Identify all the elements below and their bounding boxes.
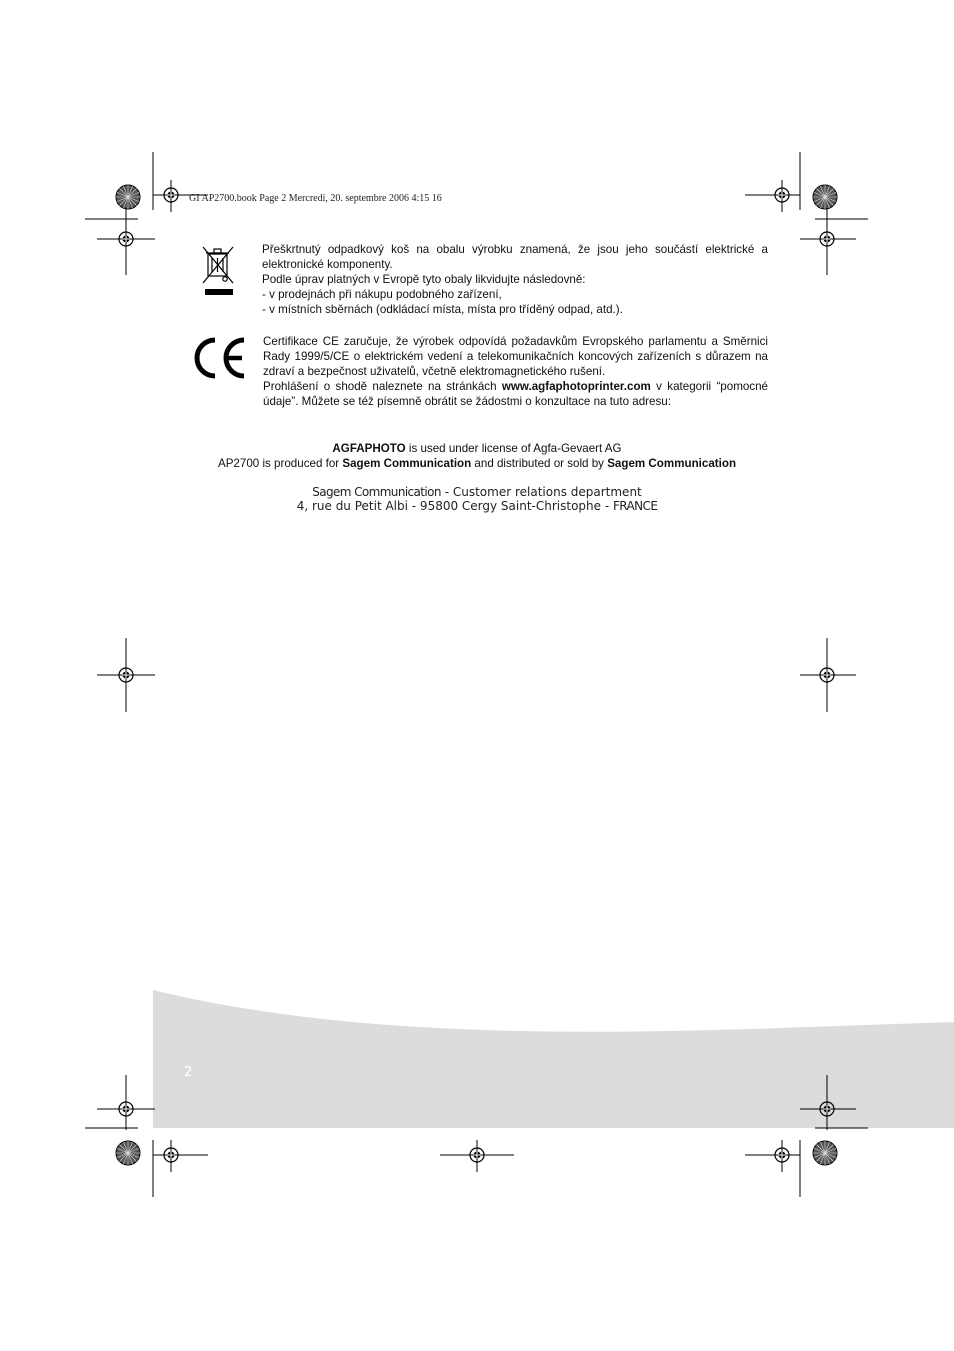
weee-line-4: - v místních sběrnách (odkládací místa, místa pro tříděný odpad, atd.). (262, 303, 623, 316)
weee-line-3: - v prodejnách při nákupu podobného zařízení, (262, 288, 502, 301)
ce-certification-text: Certifikace CE zaručuje, že výrobek odpovídá požadavkům Evropského parlamentu a Směrnici Rady 1999/5/CE o elektrickém vedení a telekomunikačních koncových zařízeních s důrazem na zdraví a bezpečnost uživatelů, včetně elektromagnetického rušení. (263, 335, 768, 378)
crossed-out-wheeled-bin-icon (199, 243, 239, 299)
weee-line-1: Přeškrtnutý odpadkový koš na obalu výrobku znamená, že jsou jeho součástí elektrické a elektronické komponenty. (262, 243, 768, 271)
ce-declaration-text: Prohlášení o shodě naleznete na stránkách www.agfaphotoprinter.com v kategorii “pomocné údaje”. Můžete se též písemně obrátit se žádostmi o konzultace na tuto adresu: (263, 380, 768, 408)
ce-mark-icon (192, 336, 248, 380)
website-link[interactable]: www.agfaphotoprinter.com (501, 380, 651, 393)
address-line-2: 4, rue du Petit Albi - 95800 Cergy Saint-Christophe - FRANCE (296, 499, 658, 513)
print-slug: GI AP2700.book Page 2 Mercredi, 20. septembre 2006 4:15 16 (189, 193, 442, 204)
ce-notice (263, 334, 768, 409)
weee-notice (262, 242, 768, 317)
license-notice (0, 441, 954, 471)
license-line-1: AGFAPHOTO is used under license of Agfa-Gevaert AG (332, 442, 622, 455)
weee-line-2: Podle úprav platných v Evropě tyto obaly likvidujte následovně: (262, 273, 586, 286)
page-number: 2 (184, 1065, 193, 1080)
company-address (0, 485, 954, 513)
license-line-2: AP2700 is produced for Sagem Communication and distributed or sold by Sagem Communication (217, 457, 737, 470)
address-line-1: Sagem Communication - Customer relations department (312, 485, 642, 499)
